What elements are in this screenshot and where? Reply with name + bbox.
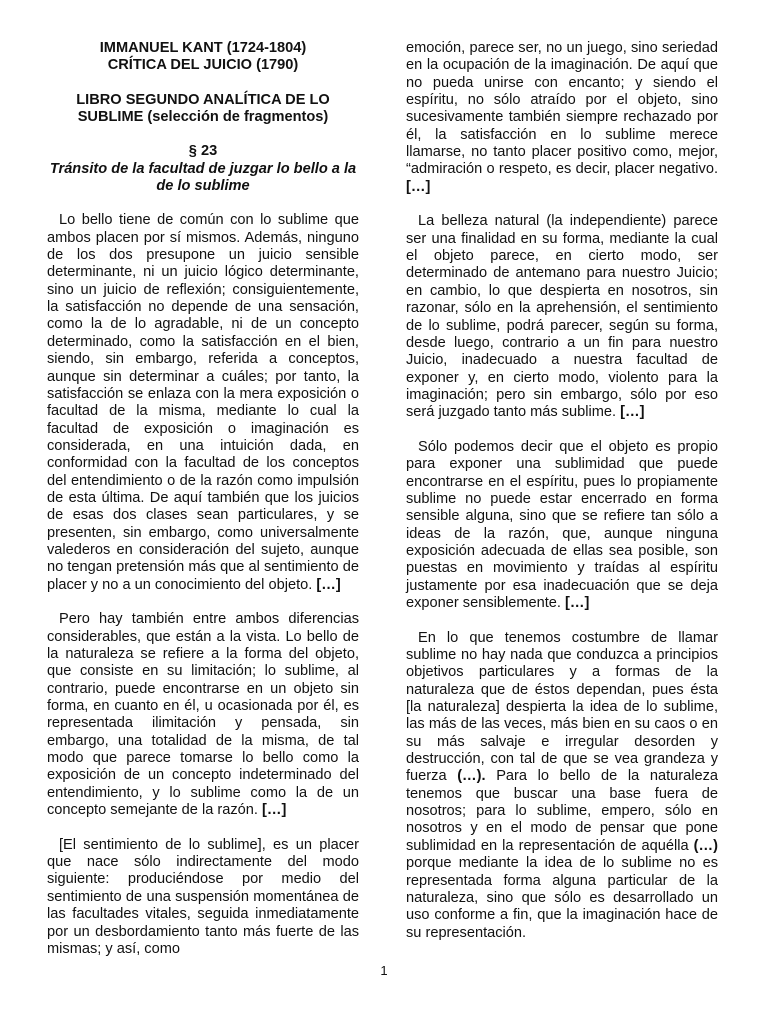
- page-number: 1: [380, 963, 388, 978]
- ellipsis-marker: (…): [693, 837, 718, 854]
- ellipsis-marker: […]: [565, 595, 590, 611]
- paragraph: [406, 213, 718, 421]
- paragraph-text: emoción, parece ser, no un juego, sino seriedad en la ocupación de la imaginación. De aquí que no pueda unirse con encanto; y siendo el espíritu, no sólo atraído por el objeto, sino sucesivamente también siempre rechazado por él, la satisfacción en lo sublime merece llamarse, no tanto placer positivo como, mejor, “admiración o respeto, es decir, placer negativo.: [406, 40, 718, 178]
- right-column: [406, 40, 718, 959]
- book-title-line-2: SUBLIME (selección de fragmentos): [77, 109, 329, 126]
- document-header: [47, 40, 359, 212]
- ellipsis-marker: […]: [620, 404, 645, 421]
- paragraph-text: La belleza natural (la independiente) parece ser una finalidad en su forma, mediante la cual el objeto parece, en cierto modo, ser determinado de antemano para nuestro Juicio; en cambio, lo que despierta en nosotros, sin razonar, sólo en la aprehensión, el sentimiento de lo sublime, podrá parecer, según su forma, desde luego, contrario a un fin para nuestro Juicio, inadecuado a nuestra facultad de exponer y, en cierto modo, violento para la imaginación; pero sin embargo, sólo por eso será juzgado tanto más sublime.: [406, 213, 718, 421]
- section-number: § 23: [188, 143, 218, 160]
- paragraph: [47, 212, 359, 594]
- ellipsis-marker: […]: [406, 178, 431, 195]
- ellipsis-marker: (…).: [457, 768, 486, 785]
- work-title-line: CRÍTICA DEL JUICIO (1790): [107, 57, 299, 74]
- paragraph: [47, 837, 359, 958]
- paragraph-text: [El sentimiento de lo sublime], es un placer que nace sólo indirectamente del modo siguiente: produciéndose por medio del sentimiento de una suspensión momentánea de las facultades vitales, seguida inmediatamente por un desbordamiento tanto más fuerte de las mismas; y así, como: [47, 836, 359, 957]
- paragraph: [47, 611, 359, 819]
- left-column: [47, 40, 359, 976]
- paragraph-text: Para lo bello de la naturaleza tenemos que buscar una base fuera de nosotros; para lo sublime, empero, sólo en nosotros y en el modo de pensar que pone sublimidad en la representación de aquélla: [406, 768, 719, 854]
- paragraph-text: Sólo podemos decir que el objeto es propio para exponer una sublimidad que puede encontrarse en el espíritu, pues lo propiamente sublime no puede estar encerrado en forma sensible alguna, sino que se refiere tan sólo a ideas de la razón, que, aunque ninguna exposición adecuada de ellas sea posible, son puestas en movimiento y traídas al espíritu justamente por esa inadecuación que se deja exponer sensiblemente.: [406, 438, 718, 611]
- ellipsis-marker: […]: [262, 802, 287, 819]
- section-title: Tránsito de la facultad de juzgar lo bello a la de lo sublime: [49, 160, 357, 195]
- author-line: IMMANUEL KANT (1724-1804): [99, 40, 307, 56]
- paragraph: [406, 40, 718, 196]
- paragraph-text: Pero hay también entre ambos diferencias considerables, que están a la vista. Lo bello de la naturaleza se refiere a la forma del objeto, que consiste en su limitación; lo sublime, al contrario, puede encontrarse en un objeto sin forma, en cuanto en él, u ocasionada por él, es representada ilimitación y pensada, sin embargo, una totalidad de la misma, de tal modo que parece tomarse lo bello como la exposición de un concepto indeterminado del entendimiento, y lo sublime como la de un concepto semejante de la razón.: [47, 611, 359, 819]
- paragraph: [406, 630, 718, 942]
- book-title-line-1: LIBRO SEGUNDO ANALÍTICA DE LO: [76, 91, 330, 108]
- ellipsis-marker: […]: [316, 576, 341, 593]
- paragraph-text: porque mediante la idea de lo sublime no es representada forma alguna particular de la naturaleza, sino que sólo es desarrollado un uso conforme a fin, que la imaginación hace de su representación.: [406, 855, 718, 941]
- paragraph-text: Lo bello tiene de común con lo sublime que ambos placen por sí mismos. Además, ninguno de los dos presupone un juicio sensible determinante, ni un juicio lógico determinante, sino un juicio de reflexión; consiguientemente, la satisfacción no depende de una sensación, como la de lo agradable, ni de un concepto determinado, como la satisfacción en el bien, siendo, sin embargo, referida a conceptos, aunque sin determinar a cuáles; por tanto, la satisfacción se enlaza con la mera exposición o facultad de la misma, mediante lo cual la facultad de exposición o imaginación es considerada, en una intuición dada, en conformidad con la facultad de los conceptos del entendimiento o de la razón como impulsión de esta última. De aquí también que los juicios de esas dos clases sean particulares, y se presenten, sin embargo, como universalmente valederos en consideración del sujeto, aunque no tengan pretensión más que al sentimiento de placer y no a un conocimiento del objeto.: [47, 212, 359, 593]
- paragraph-text: En lo que tenemos costumbre de llamar sublime no hay nada que conduzca a principios objetivos particulares y a formas de la naturaleza que de éstos dependan, pues ésta [la naturaleza] despierta la idea de lo sublime, las más de las veces, más bien en su caos o en su más salvaje e irregular desorden y destrucción, con tal de que se vea grandeza y fuerza: [406, 629, 718, 785]
- paragraph: [406, 439, 718, 612]
